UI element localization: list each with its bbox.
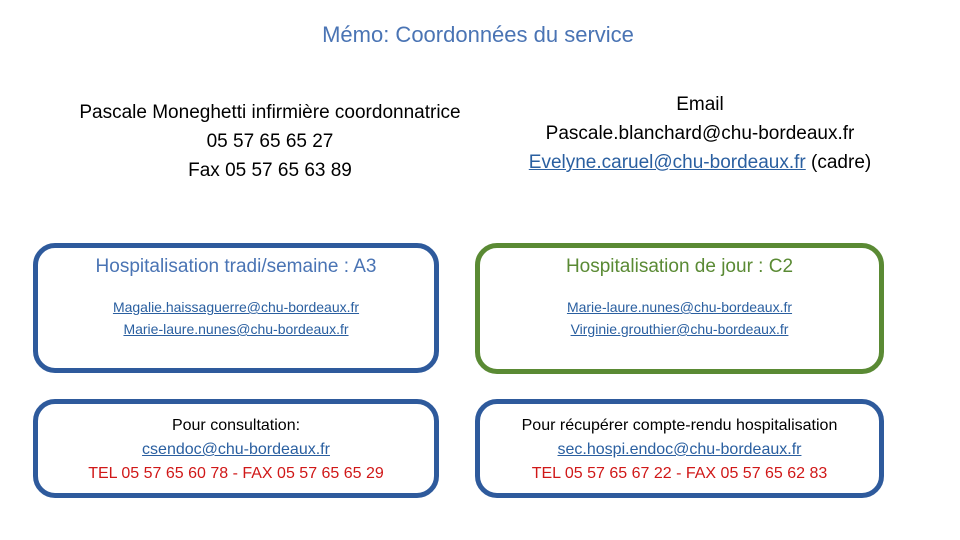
- coordinator-contact: [40, 98, 500, 185]
- consultation-heading: Pour consultation:: [171, 417, 301, 434]
- compte-rendu-email-link[interactable]: sec.hospi.endoc@chu-bordeaux.fr: [557, 441, 802, 458]
- email-2-link[interactable]: Evelyne.caruel@chu-bordeaux.fr: [528, 152, 806, 173]
- email-2-note: (cadre): [811, 152, 872, 173]
- coordinator-fax: Fax 05 57 65 63 89: [188, 160, 352, 181]
- compte-rendu-heading: Pour récupérer compte-rendu hospitalisation: [521, 417, 838, 434]
- a3-email-link[interactable]: Marie-laure.nunes@chu-bordeaux.fr: [123, 321, 349, 337]
- c2-email-link[interactable]: Marie-laure.nunes@chu-bordeaux.fr: [566, 299, 793, 315]
- c2-email-link[interactable]: Virginie.grouthier@chu-bordeaux.fr: [570, 321, 789, 337]
- box-a3-heading: Hospitalisation tradi/semaine : A3: [95, 256, 377, 277]
- box-a3: [33, 243, 439, 373]
- compte-rendu-phones: TEL 05 57 65 67 22 - FAX 05 57 65 62 83: [531, 465, 828, 482]
- coordinator-name: Pascale Moneghetti infirmière coordonnatrice: [79, 102, 461, 123]
- email-label: Email: [676, 94, 724, 115]
- box-c2: [475, 243, 884, 374]
- consultation-email-link[interactable]: csendoc@chu-bordeaux.fr: [142, 441, 330, 458]
- page-title: Mémo: Coordonnées du service: [322, 22, 634, 47]
- a3-email-link[interactable]: Magalie.haissaguerre@chu-bordeaux.fr: [112, 299, 360, 315]
- box-consultation: [33, 399, 439, 498]
- coordinator-phone: 05 57 65 65 27: [206, 131, 334, 152]
- box-c2-heading: Hospitalisation de jour : C2: [565, 256, 794, 277]
- box-compte-rendu: [475, 399, 884, 498]
- email-block: [490, 90, 910, 177]
- consultation-phones: TEL 05 57 65 60 78 - FAX 05 57 65 65 29: [88, 465, 384, 482]
- email-1: Pascale.blanchard@chu-bordeaux.fr: [545, 123, 855, 144]
